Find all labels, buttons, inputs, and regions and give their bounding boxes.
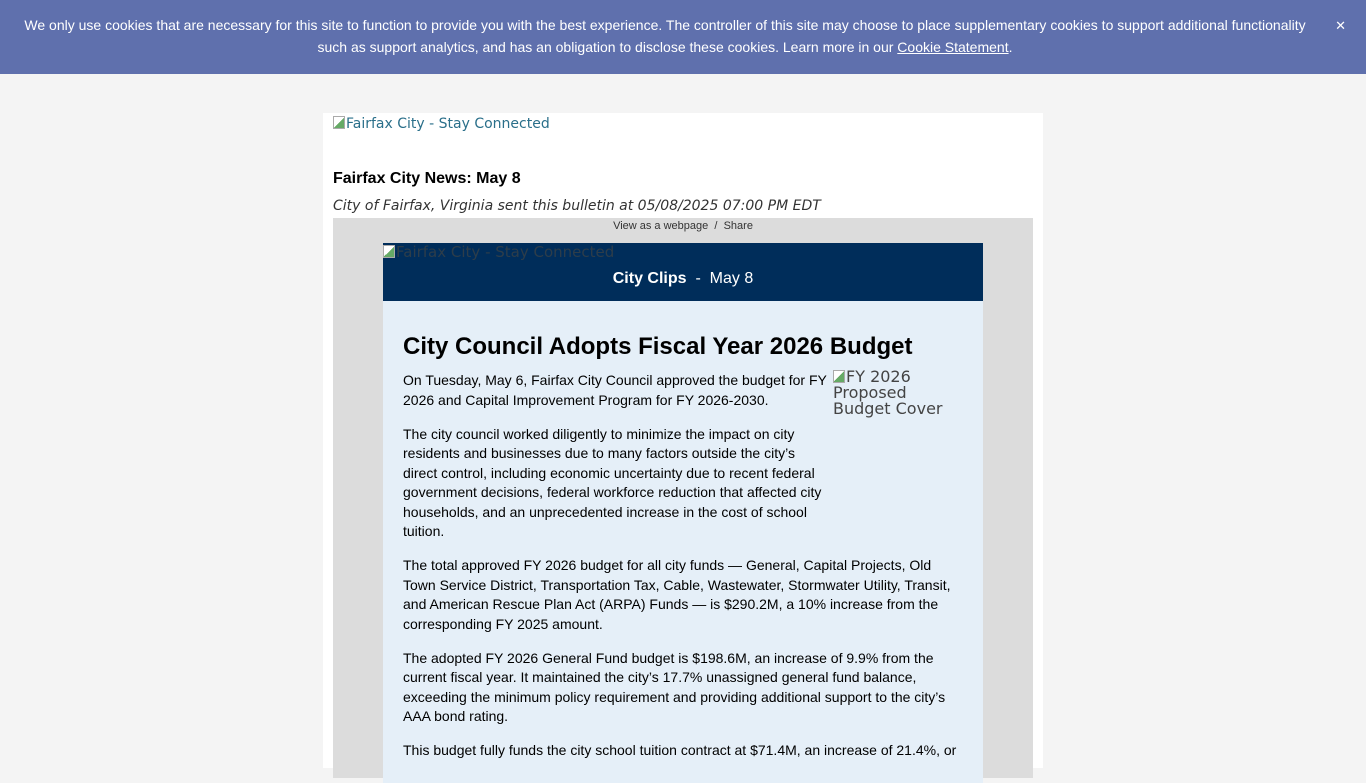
- image-alt-text: FY 2026 Proposed Budget Cover: [833, 367, 943, 418]
- bulletin-date: May 8: [709, 270, 754, 287]
- bulletin-header: [383, 243, 983, 301]
- close-icon[interactable]: ✕: [1335, 18, 1346, 33]
- city-clips-label: City Clips: [612, 270, 687, 287]
- bulletin-logo-image: [383, 243, 614, 261]
- article-paragraph: On Tuesday, May 6, Fairfax City Council approved the budget for FY 2026 and Capital Improvement Program for FY 2026-2030.: [403, 372, 827, 408]
- view-as-webpage-link[interactable]: View as a webpage: [613, 220, 709, 232]
- logo-alt-text: Fairfax City - Stay Connected: [396, 243, 615, 261]
- article-headline: City Council Adopts Fiscal Year 2026 Budget: [403, 333, 913, 360]
- logo-alt-text: Fairfax City - Stay Connected: [346, 116, 550, 132]
- dash: -: [695, 270, 701, 287]
- bulletin-body: [383, 243, 983, 783]
- email-frame: [333, 218, 1033, 778]
- broken-image-icon: [383, 245, 395, 258]
- cookie-text: We only use cookies that are necessary for this site to function to provide you with the best experience. The controller of this site may choose to place supplementary cookies to support additional functionality such as support analytics, and has an obligation to disclose these cookies. Learn more in our: [24, 17, 1306, 55]
- article-paragraph: The city council worked diligently to minimize the impact on city residents and businesses due to many factors outside the city’s direct control, including economic uncertainty due to recent federal government decisions, federal workforce reduction that affected city households, and an unprecedented increase in the cost of school tuition.: [403, 425, 822, 539]
- sent-info: City of Fairfax, Virginia sent this bulletin at 05/08/2025 07:00 PM EDT: [333, 198, 821, 214]
- broken-image-icon: [333, 116, 345, 129]
- budget-cover-image: [833, 369, 963, 519]
- cookie-banner: [0, 0, 1366, 74]
- bulletin-banner-title: [383, 270, 983, 288]
- header-logo-image: [333, 116, 550, 132]
- article-paragraph: The adopted FY 2026 General Fund budget is $198.6M, an increase of 9.9% from the current fiscal year. It maintained the city’s 17.7% unassigned general fund balance, exceeding the minimum policy requirement and providing additional support to the city’s AAA bond rating.: [403, 649, 946, 724]
- bulletin-page: [323, 113, 1043, 768]
- link-separator: /: [714, 220, 718, 232]
- article-paragraph: This budget fully funds the city school tuition contract at $71.4M, an increase of 21.4%, or: [403, 742, 957, 758]
- cookie-text-end: .: [1008, 39, 1013, 55]
- page-title: Fairfax City News: May 8: [333, 170, 521, 187]
- top-links: [333, 218, 1033, 243]
- article-paragraph: The total approved FY 2026 budget for all city funds — General, Capital Projects, Old Town Service District, Transportation Tax, Cable, Wastewater, Stormwater Utility, Transit, and American Rescue Plan Act (ARPA) Funds — is $290.2M, a 10% increase from the corresponding FY 2025 amount.: [403, 557, 951, 632]
- cookie-statement-link[interactable]: Cookie Statement: [897, 39, 1009, 55]
- broken-image-icon: [833, 370, 845, 383]
- share-link[interactable]: Share: [723, 220, 753, 232]
- article: [383, 301, 983, 761]
